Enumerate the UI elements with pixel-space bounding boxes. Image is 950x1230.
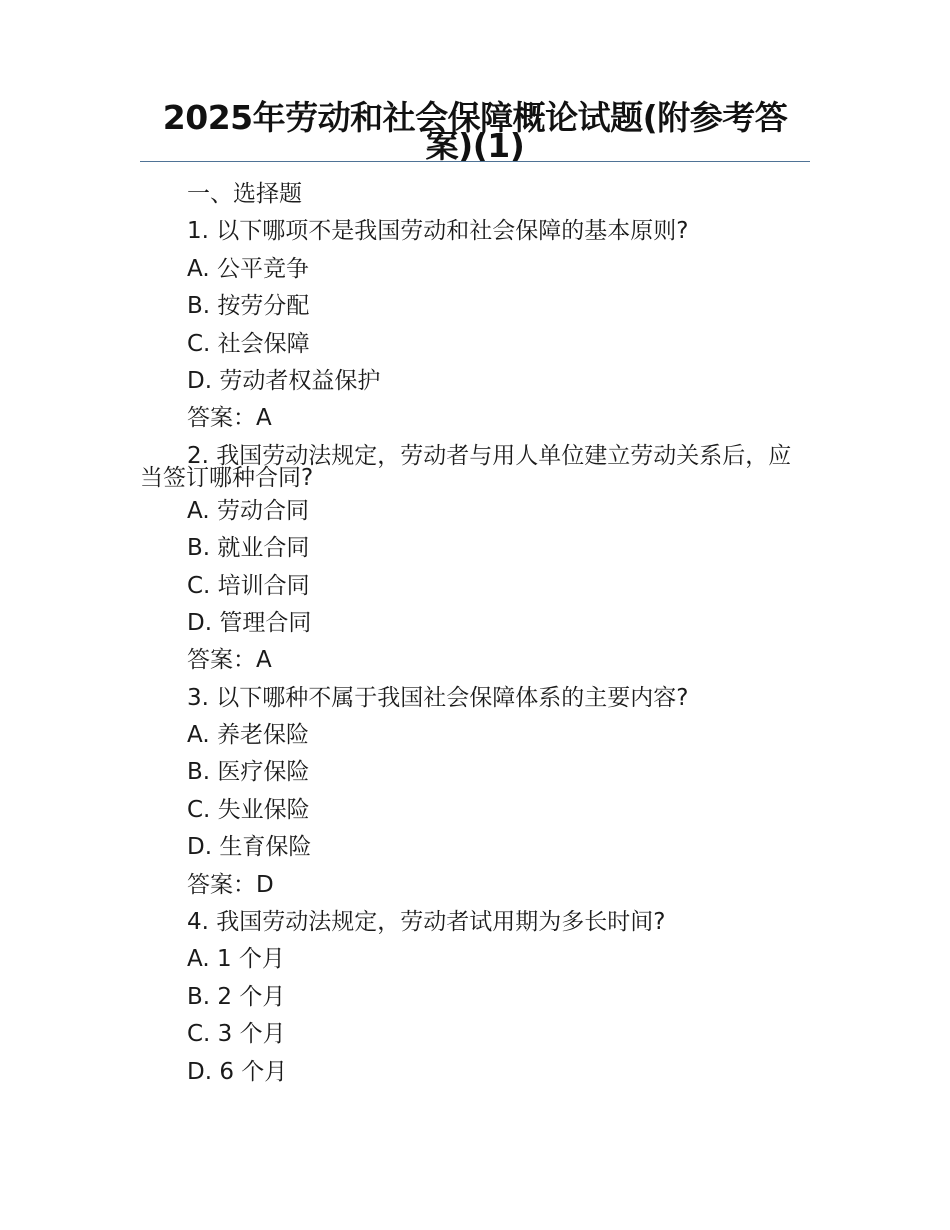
option-a: A. 养老保险 xyxy=(187,722,309,749)
option-c: C. 3 个月 xyxy=(187,1021,286,1048)
option-b: B. 医疗保险 xyxy=(187,759,310,786)
question-stem: 4. 我国劳动法规定，劳动者试用期为多长时间? xyxy=(187,909,666,936)
answer: 答案：A xyxy=(187,647,272,674)
question-2 xyxy=(140,438,810,680)
option-d: D. 6 个月 xyxy=(187,1058,288,1085)
title-divider xyxy=(140,161,810,162)
option-b: B. 就业合同 xyxy=(187,535,310,562)
option-c: C. 社会保障 xyxy=(187,330,310,357)
option-a: A. 1 个月 xyxy=(187,946,285,973)
option-b: B. 按劳分配 xyxy=(187,293,310,320)
option-b: B. 2 个月 xyxy=(187,983,286,1010)
option-a: A. 公平竞争 xyxy=(187,255,309,282)
option-a: A. 劳动合同 xyxy=(187,497,309,524)
option-c: C. 失业保险 xyxy=(187,796,310,823)
document-title: 2025年劳动和社会保障概论试题(附参考答案)(1) xyxy=(162,98,788,165)
option-d: D. 劳动者权益保护 xyxy=(187,367,381,394)
option-c: C. 培训合同 xyxy=(187,572,310,599)
answer: 答案：A xyxy=(187,405,272,432)
option-d: D. 管理合同 xyxy=(187,609,312,636)
question-1 xyxy=(140,213,810,437)
question-stem: 3. 以下哪种不属于我国社会保障体系的主要内容? xyxy=(187,684,689,711)
section-heading: 一、选择题 xyxy=(187,181,302,207)
document-body xyxy=(140,176,810,1091)
answer: 答案：D xyxy=(187,871,274,898)
question-4 xyxy=(140,904,810,1091)
question-stem: 1. 以下哪项不是我国劳动和社会保障的基本原则? xyxy=(187,218,689,245)
option-d: D. 生育保险 xyxy=(187,834,312,861)
question-stem: 2. 我国劳动法规定，劳动者与用人单位建立劳动关系后，应当签订哪种合同? xyxy=(140,442,792,491)
question-3 xyxy=(140,680,810,904)
